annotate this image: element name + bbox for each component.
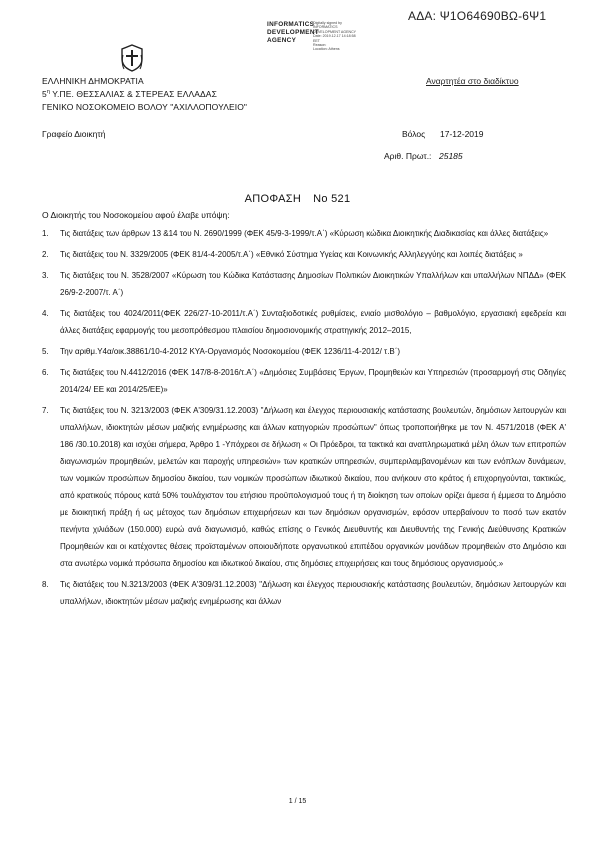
item-number: 8. (42, 580, 49, 589)
item-number: 5. (42, 347, 49, 356)
item-text: Τις διατάξεις του Ν. 3528/2007 «Κύρωση του Κώδικα Κατάστασης Δημοσίων Πολιτικών Διοικητικών Υπαλλήλων και υπαλλήλων ΝΠΔΔ» (ΦΕΚ 26/9-2-2007/τ. Α΄) (60, 271, 566, 297)
signature-detail-line: Digitally signed by (313, 21, 342, 25)
list-item (42, 246, 566, 263)
item-number: 2. (42, 250, 49, 259)
item-text: Τις διατάξεις του Ν.3213/2003 (ΦΕΚ Α'309/31.12.2003) "Δήλωση και έλεγχος περιουσιακής κατάστασης βουλευτών, δημόσιων λειτουργών και υπαλλήλων, ιδιοκτητών μέσων μαζικής ενημέρωσης και άλλων (60, 580, 566, 606)
signature-detail-line: EET (313, 38, 320, 43)
list-item (42, 267, 566, 301)
item-text: Τις διατάξεις του Ν. 3329/2005 (ΦΕΚ 81/4-4-2005/τ.Α΄) «Εθνικό Σύστημα Υγείας και Κοινωνικής Αλληλεγγύης και λοιπές διατάξεις » (60, 250, 523, 259)
item-text: Τις διατάξεις του Ν.4412/2016 (ΦΕΚ 147/8-8-2016/τ.Α΄) «Δημόσιες Συμβάσεις Έργων, Προμηθειών και Υπηρεσιών (προσαρμογή στις Οδηγίες 2014/24/ ΕΕ και 2014/25/ΕΕ)» (60, 368, 566, 394)
region-number: 5 (42, 89, 47, 99)
signature-detail-line: INFORMATICS (313, 25, 338, 30)
publish-online-note: Αναρτητέα στο διαδίκτυο (426, 76, 519, 86)
region-superscript: η (46, 89, 50, 96)
decision-number: Νο 521 (313, 193, 351, 205)
region-name: Υ.ΠΕ. ΘΕΣΣΑΛΙΑΣ & ΣΤΕΡΕΑΣ ΕΛΛΑΔΑΣ (50, 89, 217, 99)
list-item (42, 364, 566, 398)
signature-issuer-line: INFORMATICS (267, 21, 315, 28)
signature-issuer-line: DEVELOPMENT (267, 29, 319, 36)
item-text: Τις διατάξεις του Ν. 3213/2003 (ΦΕΚ Α'309/31.12.2003) "Δήλωση και έλεγχος περιουσιακής κατάστασης βουλευτών, δημόσιων λειτουργών και υπαλλήλων, ιδιοκτητών μέσων μαζικής ενημέρωσης και άλλων κατηγοριών προσώπων" όπως τροποποιήθηκε με τον Ν. 4571/2018 (ΦΕΚ Α' 186 /30.10.2018) και ισχύει σήμερα, Άρθρο 1 -Υπόχρεοι σε δήλωση « Οι Πρόεδροι, τα τακτικά και αναπληρωματικά μέλη όλων των επιτροπών διαγωνισμών προμηθειών, μελετών και παροχής υπηρεσιών» των κρατικών υπηρεσιών, συμπεριλαμβανομένων και των ενόπλων δυνάμεων, των νομικών προσώπων δημοσίου δικαίου, των νομικών προσώπων ιδιωτικού δικαίου, που ανήκουν στο κράτος ή επιχορηγούνται, τακτικώς, από κρατικούς πόρους κατά 50% τουλάχιστον του ετήσιου προϋπολογισμού τους ή τη διοίκηση των οποίων ορίζει άμεσα ή έμμεσα το Δημόσιο με διοικητική πράξη ή ως μέτοχος των δημόσιων επιχειρήσεων και των δημόσιων οργανισμών, εφόσον υπερβαίνουν το ποσό των εκατόν πενήντα χιλιάδων (150.000) ευρώ ανά διαγωνισμό, καθώς επίσης ο Γενικός Διευθυντής και Διευθυντής της Γενικής Διεύθυνσης Κρατικών Προμηθειών και οι κατέχοντες θέσεις προϊσταμένων οποιουδήποτε οργανωτικού επιπέδου οργανικών μονάδων προμηθειών στο Δημόσιο και στα ανωτέρω νομικά πρόσωπα δημοσίου και ιδιωτικού δικαίου, στις δημόσιες επιχειρήσεις και τους δημόσιους οργανισμούς.» (60, 406, 566, 568)
ada-code: ΑΔΑ: Ψ1Ο64690ΒΩ-6Ψ1 (408, 9, 547, 23)
item-number: 7. (42, 406, 49, 415)
document-title (0, 193, 595, 205)
item-number: 6. (42, 368, 49, 377)
item-text: Τις διατάξεις των άρθρων 13 &14 του Ν. 2690/1999 (ΦΕΚ 45/9-3-1999/τ.Α΄) «Κύρωση κώδικα Διοικητικής Διαδικασίας και άλλες διατάξεις» (60, 229, 549, 238)
list-item (42, 305, 566, 339)
protocol-label: Αριθ. Πρωτ.: (384, 151, 432, 161)
list-item (42, 343, 566, 360)
decision-word: ΑΠΟΦΑΣΗ (244, 193, 302, 205)
office-name: Γραφείο Διοικητή (42, 129, 106, 139)
header-country: ΕΛΛΗΝΙΚΗ ΔΗΜΟΚΡΑΤΙΑ (42, 76, 144, 86)
list-item (42, 576, 566, 610)
protocol-number: 25185 (439, 151, 463, 161)
item-number: 3. (42, 271, 49, 280)
item-number: 4. (42, 309, 49, 318)
place-label: Βόλος (402, 129, 426, 139)
considerations-list (42, 225, 566, 614)
item-number: 1. (42, 229, 49, 238)
list-item (42, 225, 566, 242)
greek-emblem-icon (118, 43, 146, 73)
header-region (42, 89, 217, 99)
signature-detail-line: Date: 2019.12.17 14:18:58 (313, 34, 356, 39)
signature-detail-line: DEVELOPMENT AGENCY (313, 29, 357, 34)
list-item (42, 402, 566, 572)
item-text: Την αριθμ.Υ4α/οικ.38861/10-4-2012 ΚΥΑ-Οργανισμός Νοσοκομείου (ΦΕΚ 1236/11-4-2012/ τ.Β΄) (60, 347, 401, 356)
signature-issuer-line: AGENCY (267, 37, 297, 44)
signature-issuer (267, 21, 319, 45)
header-hospital: ΓΕΝΙΚΟ ΝΟΣΟΚΟΜΕΙΟ ΒΟΛΟΥ "ΑΧΙΛΛΟΠΟΥΛΕΙΟ" (42, 102, 248, 112)
page-number: 1 / 15 (288, 798, 307, 805)
digital-signature-stamp (267, 17, 377, 53)
intro-text: Ο Διοικητής του Νοσοκομείου αφού έλαβε υπόψη: (42, 210, 230, 220)
document-date: 17-12-2019 (440, 129, 484, 139)
signature-detail-line: Location: Athens (313, 47, 340, 52)
signature-details (313, 21, 356, 52)
signature-detail-line: Reason: (313, 43, 327, 48)
item-text: Τις διατάξεις του 4024/2011(ΦΕΚ 226/27-10-2011/τ.Α΄) Συνταξιοδοτικές ρυθμίσεις, ενιαίο μισθολόγιο – βαθμολόγιο, εργασιακή εφεδρεία και άλλες διατάξεις εφαρμογής του μεσοπρόθεσμου πλαισίου δημοσιονομικής στρατηγικής 2012–2015, (60, 309, 566, 335)
